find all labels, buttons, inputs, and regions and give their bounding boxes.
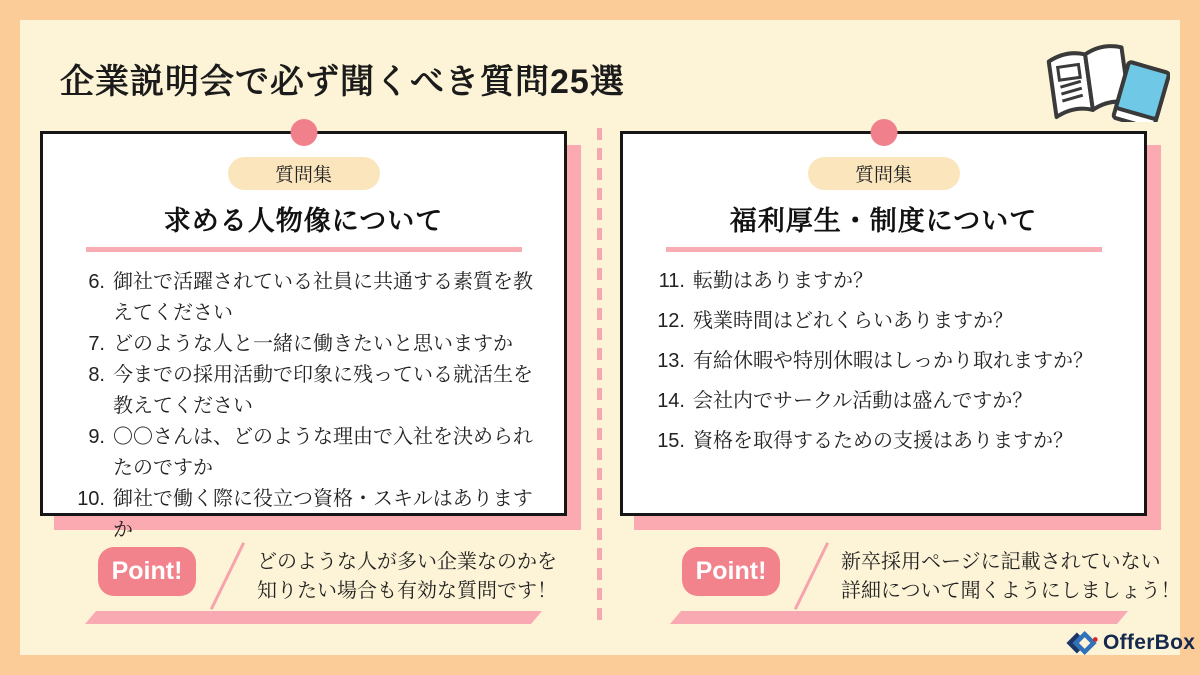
heading-underline [666, 247, 1102, 252]
question-number: 8. [88, 364, 105, 386]
question-text: 今までの採用活動で印象に残っている就活生を教えてください [113, 364, 533, 417]
point-line-1: どのような人が多い企業なのかを [257, 551, 557, 573]
question-item [643, 347, 1128, 375]
question-item [643, 267, 1128, 295]
offerbox-logo [1066, 627, 1195, 659]
question-number: 12. [657, 310, 685, 332]
question-number: 13. [657, 350, 685, 372]
books-icon [1032, 30, 1170, 122]
question-text: 転勤はありますか？ [693, 270, 873, 292]
card-heading: 福利厚生・制度について [729, 206, 1038, 236]
point-line-2: 知りたい場合も有効な質問です！ [257, 580, 557, 602]
question-card-left [40, 131, 567, 541]
question-text: 資格を取得するための支援はありますか？ [693, 430, 1073, 452]
slash-divider [210, 542, 245, 610]
question-text: 有給休暇や特別休暇はしっかり取れますか？ [693, 350, 1093, 372]
question-number: 6. [88, 271, 105, 293]
question-text: 御社で活躍されている社員に共通する素質を教えてください [113, 271, 533, 324]
point-text [841, 547, 1181, 606]
question-list [623, 267, 1144, 455]
question-item [63, 422, 548, 484]
category-badge: 質問集 [808, 157, 960, 190]
category-badge: 質問集 [228, 157, 380, 190]
question-item [63, 360, 548, 422]
question-text: 会社内でサークル活動は盛んですか？ [693, 390, 1033, 412]
question-number: 7. [88, 333, 105, 355]
offerbox-logo-icon [1066, 629, 1098, 657]
question-item [63, 267, 548, 329]
question-number: 9. [88, 426, 105, 448]
decorative-bar-left [85, 611, 542, 624]
heading-underline [86, 247, 522, 252]
question-item [63, 484, 548, 546]
point-callout-left [98, 547, 557, 613]
point-line-1: 新卒採用ページに記載されていない [841, 551, 1161, 573]
question-number: 14. [657, 390, 685, 412]
point-line-2: 詳細について聞くようにしましょう！ [841, 580, 1181, 602]
question-number: 15. [657, 430, 685, 452]
question-item [643, 307, 1128, 335]
question-number: 11. [658, 270, 685, 292]
card-top-dot [290, 119, 317, 146]
slash-divider [794, 542, 829, 610]
question-item [643, 427, 1128, 455]
question-text: 残業時間はどれくらいありますか？ [693, 310, 1013, 332]
point-badge: Point! [98, 547, 196, 596]
card-top-dot [870, 119, 897, 146]
question-card-right [620, 131, 1147, 516]
question-text: 御社で働く際に役立つ資格・スキルはありますか [113, 488, 533, 541]
question-number: 10. [77, 488, 105, 510]
decorative-bar-right [670, 611, 1128, 624]
point-text [257, 547, 557, 606]
question-list [43, 267, 564, 546]
point-badge: Point! [682, 547, 780, 596]
question-item [63, 329, 548, 360]
card-heading: 求める人物像について [163, 206, 444, 236]
page-title: 企業説明会で必ず聞くべき質問25選 [60, 63, 625, 101]
offerbox-wordmark: OfferBox [1103, 631, 1196, 654]
section-divider [597, 128, 602, 622]
question-text: 〇〇さんは、どのような理由で入社を決められたのですか [113, 426, 533, 479]
point-callout-right [682, 547, 1181, 613]
question-text: どのような人と一緒に働きたいと思いますか [113, 333, 513, 355]
question-item [643, 387, 1128, 415]
